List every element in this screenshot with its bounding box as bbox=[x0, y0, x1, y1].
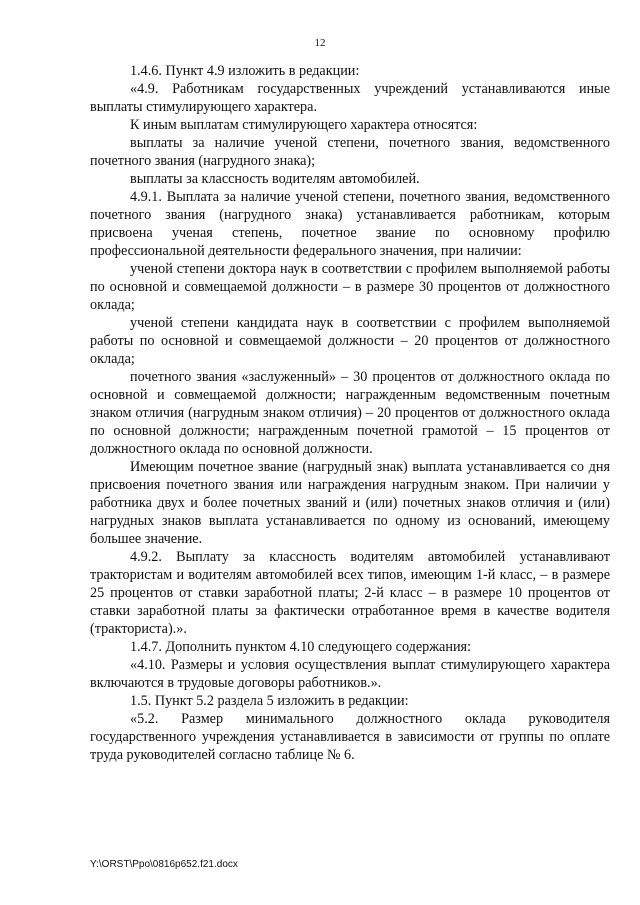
paragraph-4-10: «4.10. Размеры и условия осуществления выплат стимулирующего характера включаются в трудовые договоры работников.». bbox=[90, 657, 610, 691]
list-item-candidate-degree: ученой степени кандидата наук в соответствии с профилем выполняемой работы по основной и совмещаемой должности – 20 процентов от должностного оклада; bbox=[90, 315, 610, 367]
paragraph-other-payments: К иным выплатам стимулирующего характера относятся: bbox=[130, 117, 478, 133]
paragraph-4-9-2: 4.9.2. Выплату за классность водителям автомобилей устанавливают трактористам и водителям автомобилей всех типов, имеющим 1-й класс, – в размере 25 процентов от ставки заработной платы; 2-й класс – в размере 10 процентов от ставки заработной платы за фактически отработанное время в качестве водителя (тракториста).». bbox=[90, 549, 610, 637]
document-body bbox=[90, 62, 610, 764]
file-path-footer: Y:\ORST\Ppo\0816p652.f21.docx bbox=[90, 859, 238, 870]
list-item-doctor-degree: ученой степени доктора наук в соответствии с профилем выполняемой работы по основной и совмещаемой должности – в размере 30 процентов от должностного оклада; bbox=[90, 261, 610, 313]
paragraph-4-9-1: 4.9.1. Выплата за наличие ученой степени, почетного звания, ведомственного почетного звания (нагрудного знака) устанавливается работникам, которым присвоена ученая степень, почетное звание по основному профилю профессиональной деятельности федерального значения, при наличии: bbox=[90, 189, 610, 259]
page-number: 12 bbox=[314, 37, 326, 49]
paragraph-honorary-badge: Имеющим почетное звание (нагрудный знак) выплата устанавливается со дня присвоения почетного звания или награждения нагрудным знаком. При наличии у работника двух и более почетных званий и (или) почетных знаков отличия и (или) нагрудных знаков выплата устанавливается по одному из оснований, имеющему большее значение. bbox=[90, 459, 610, 547]
list-item-driver-class-payments: выплаты за классность водителям автомобилей. bbox=[130, 171, 420, 187]
list-item-degree-payments: выплаты за наличие ученой степени, почетного звания, ведомственного почетного звания (нагрудного знака); bbox=[90, 135, 610, 169]
paragraph-1-4-7: 1.4.7. Дополнить пунктом 4.10 следующего содержания: bbox=[130, 639, 472, 655]
list-item-honorary-title: почетного звания «заслуженный» – 30 процентов от должностного оклада по основной и совмещаемой должности; награжденным ведомственным почетным знаком отличия (нагрудным знаком отличия) – 20 процентов от должностного оклада по основной должности; награжденным почетной грамотой – 15 процентов от должностного оклада по основной должности. bbox=[90, 369, 610, 457]
paragraph-4-9: «4.9. Работникам государственных учреждений устанавливаются иные выплаты стимулирующего характера. bbox=[90, 81, 610, 115]
paragraph-1-5: 1.5. Пункт 5.2 раздела 5 изложить в редакции: bbox=[130, 693, 409, 709]
paragraph-5-2: «5.2. Размер минимального должностного оклада руководителя государственного учреждения устанавливается в зависимости от группы по оплате труда руководителей согласно таблице № 6. bbox=[90, 711, 610, 763]
paragraph-1-4-6: 1.4.6. Пункт 4.9 изложить в редакции: bbox=[130, 63, 360, 79]
